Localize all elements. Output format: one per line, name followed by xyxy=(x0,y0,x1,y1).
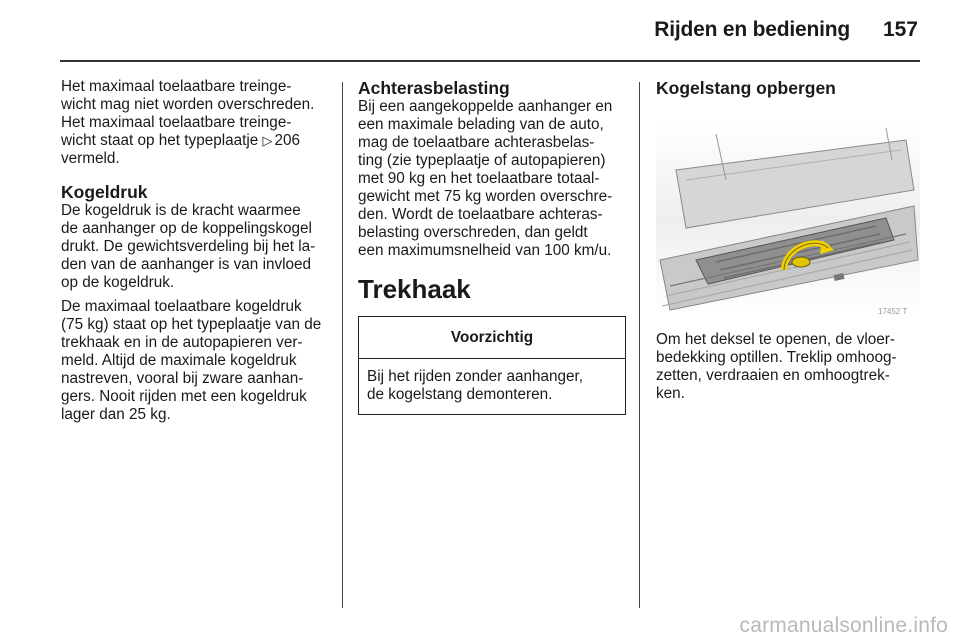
caution-box xyxy=(358,316,626,415)
figure-code: 17452 T xyxy=(878,307,908,316)
towing-weight-paragraph: Het maximaal toelaatbare treinge- wicht mag niet worden overschreden. Het maximaal toelaatbare treinge- wicht staat op het typeplaatje ▷ 206 vermeld. xyxy=(61,78,315,167)
column-divider xyxy=(342,82,343,608)
trunk-floor-illustration xyxy=(656,110,920,318)
kogelstang-paragraph: Om het deksel te openen, de vloer- bedekking optillen. Treklip omhoog- zetten, verdraaien en omhoogtrek- ken. xyxy=(656,331,897,402)
column-1 xyxy=(61,78,331,424)
watermark[interactable]: carmanualsonline.info xyxy=(739,614,948,637)
cross-reference-icon[interactable]: ▷ xyxy=(262,133,273,148)
section-heading-achterasbelasting: Achterasbelasting xyxy=(358,78,510,98)
column-divider xyxy=(639,82,640,608)
caution-text: Bij het rijden zonder aanhanger, de kogelstang demonteren. xyxy=(367,368,584,403)
section-heading-kogeldruk: Kogeldruk xyxy=(61,182,148,202)
caution-title: Voorzichtig xyxy=(359,317,625,359)
kogeldruk-paragraph-2: De maximaal toelaatbare kogeldruk (75 kg) staat op het typeplaatje van de trekhaak en in de autopapieren ver- meld. Altijd de maximale kogeldruk nastreven, vooral bij zware aanhan- gers. Nooit rijden met een kogeldruk lager dan 25 kg. xyxy=(61,298,322,423)
running-header: Rijden en bediening xyxy=(654,18,850,41)
page-number: 157 xyxy=(882,18,918,41)
section-title-trekhaak: Trekhaak xyxy=(358,274,471,304)
header-rule xyxy=(60,60,920,62)
column-2 xyxy=(358,78,626,415)
kogeldruk-paragraph-1: De kogeldruk is de kracht waarmee de aanhanger op de koppelingskogel drukt. De gewichtsverdeling bij het la- den van de aanhanger is van invloed op de kogeldruk. xyxy=(61,202,316,291)
section-heading-kogelstang-opbergen: Kogelstang opbergen xyxy=(656,78,836,98)
achterasbelasting-paragraph: Bij een aangekoppelde aanhanger en een maximale belading van de auto, mag de toelaatbare achterasbelas- ting (zie typeplaatje of autopapieren) met 90 kg en het toelaatbare totaal- gewicht met 75 kg worden overschre- den. Wordt de toelaatbare achteras- belasting overschreden, dan geldt een maximumsnelheid van 100 km/u. xyxy=(358,98,613,259)
column-3 xyxy=(656,78,922,403)
page-reference[interactable]: 206 xyxy=(274,132,301,149)
